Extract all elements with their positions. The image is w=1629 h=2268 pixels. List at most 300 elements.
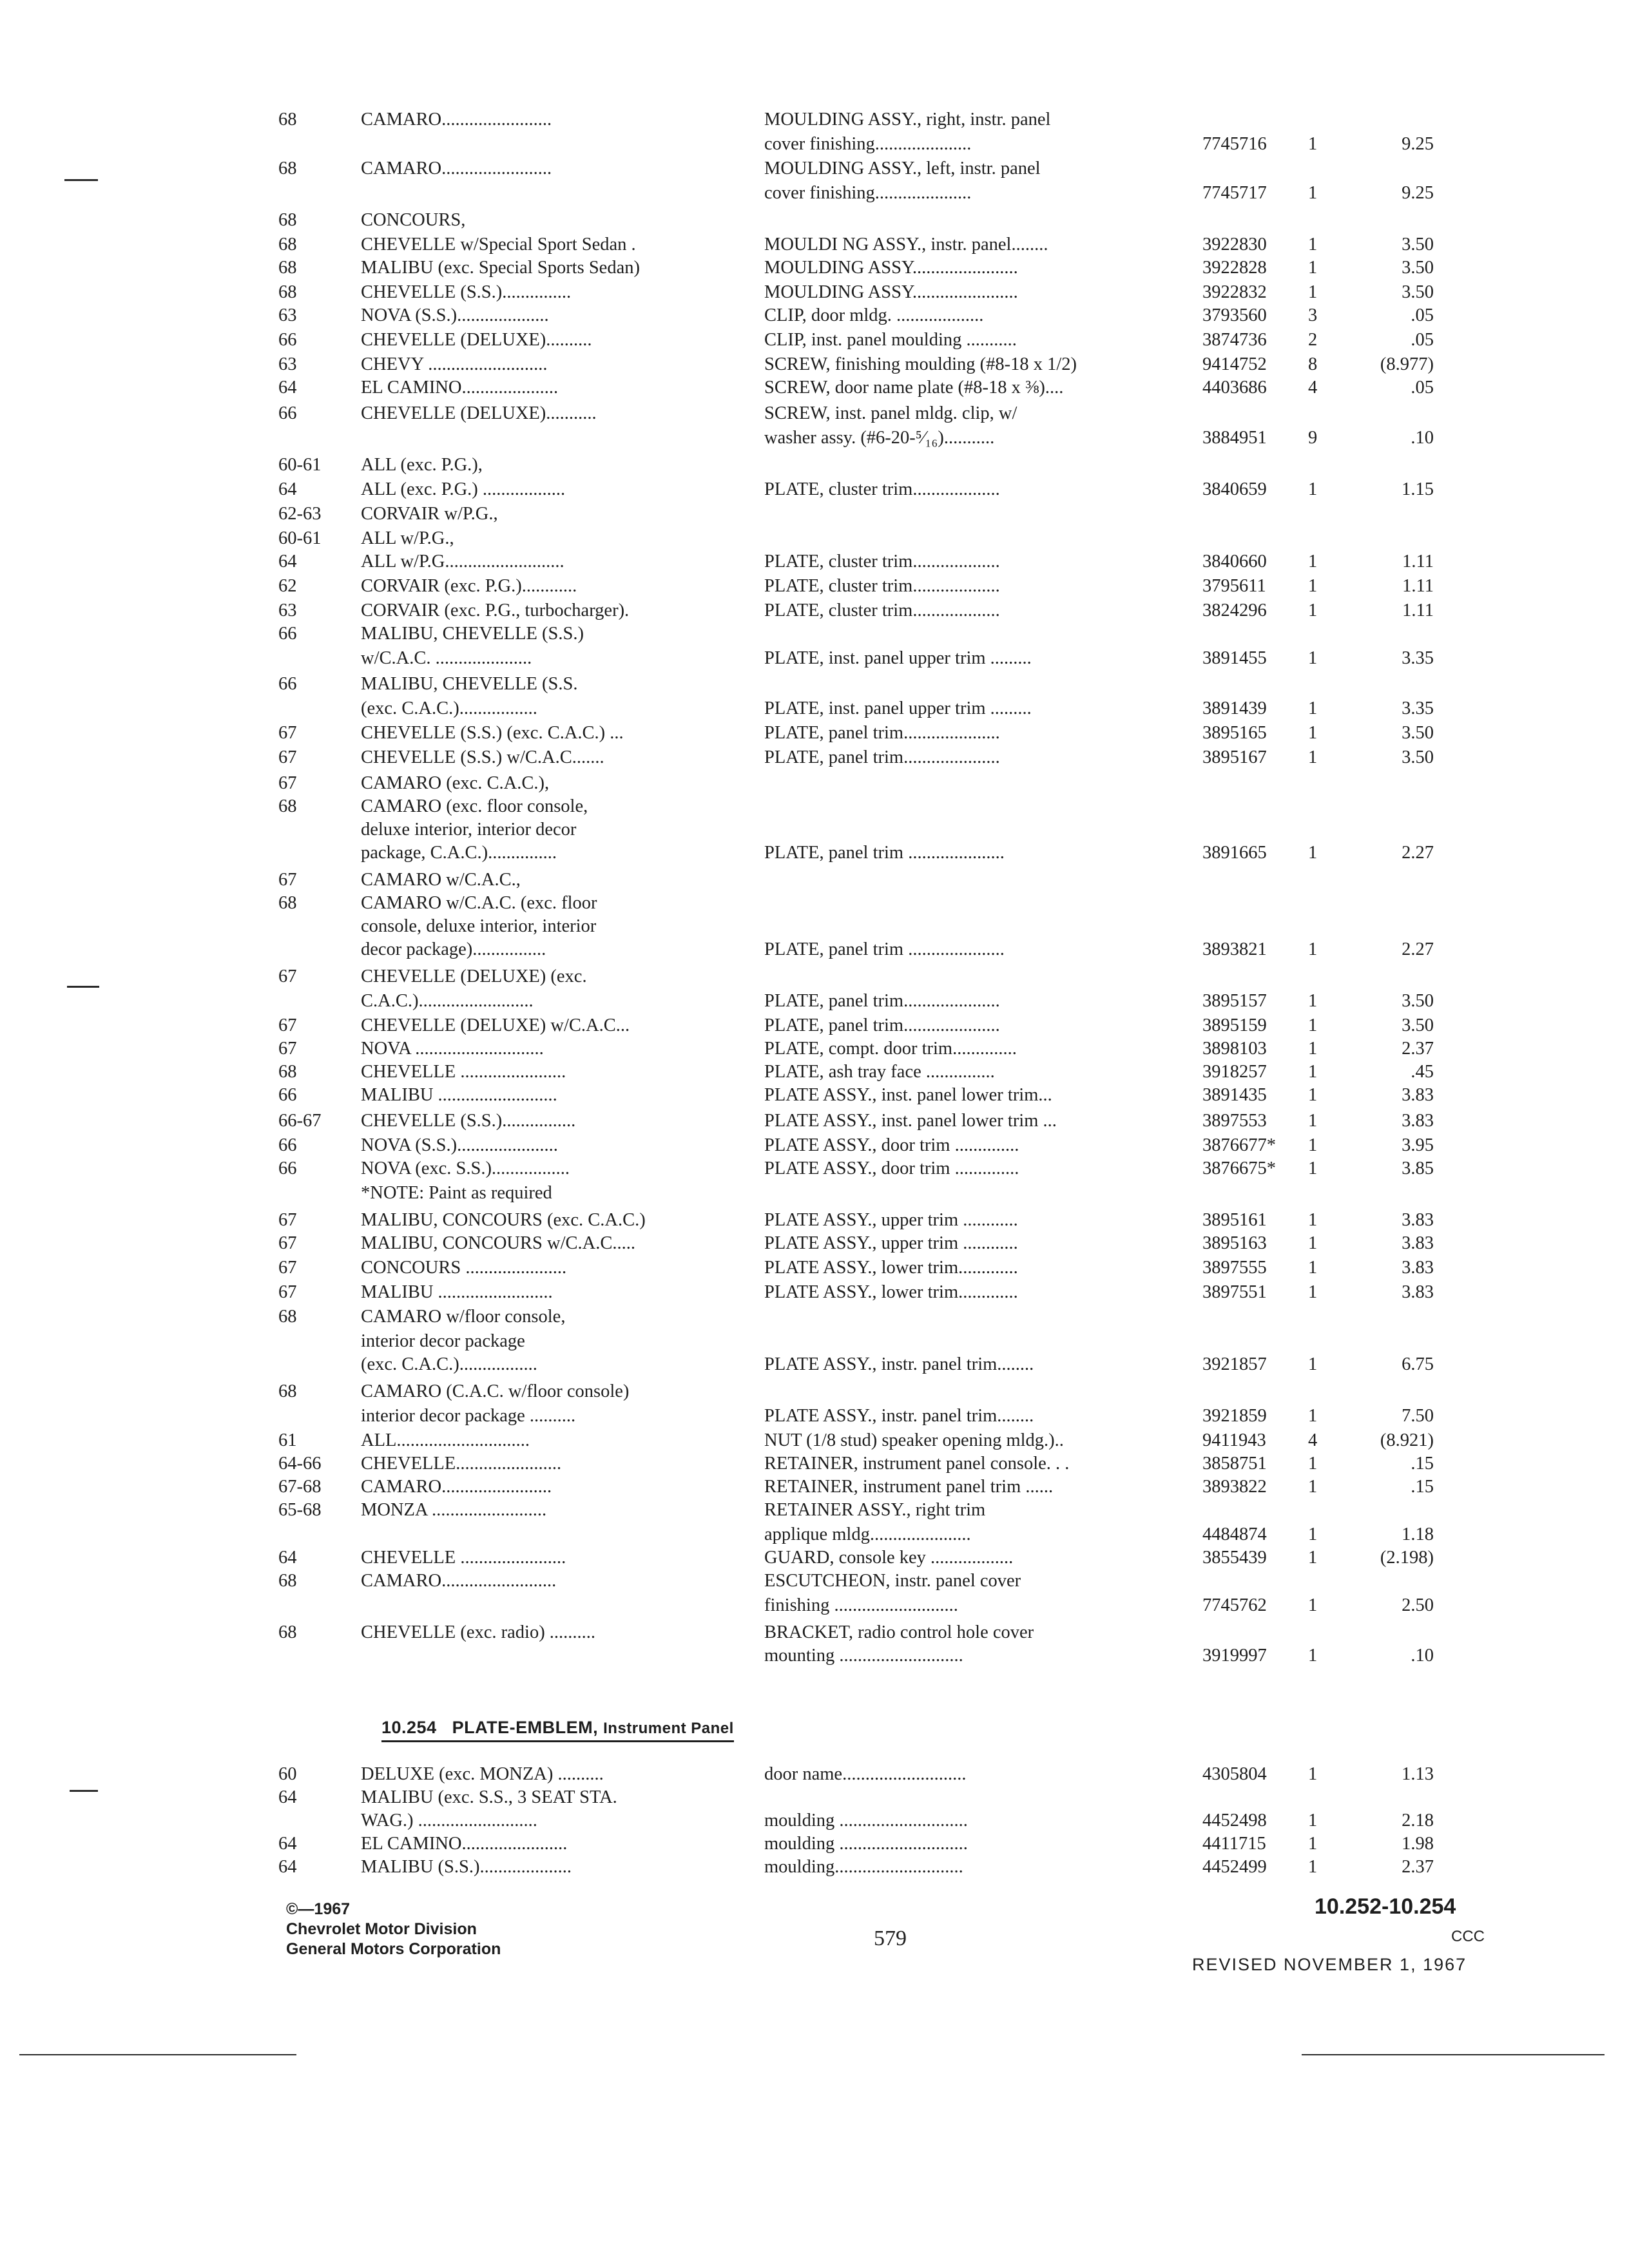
model-year-cell: 68: [278, 893, 297, 913]
model-cell: console, deluxe interior, interior: [361, 916, 597, 936]
quantity-cell: 1: [1308, 235, 1318, 255]
model-cell: ALL w/P.G..........................: [361, 552, 564, 572]
model-cell: CORVAIR w/P.G.,: [361, 504, 498, 524]
price-cell: 3.83: [1402, 1233, 1434, 1253]
description-cell: moulding ............................: [764, 1811, 968, 1831]
price-cell: 3.50: [1402, 723, 1434, 743]
quantity-cell: 1: [1308, 1524, 1318, 1544]
model-cell: MALIBU .........................: [361, 1282, 553, 1302]
description-cell: MOULDING ASSY., right, instr. panel: [764, 110, 1051, 130]
model-cell: MALIBU (S.S.)....................: [361, 1857, 572, 1877]
copyright-year: ©—1967: [286, 1900, 351, 1918]
model-cell: MALIBU, CHEVELLE (S.S.): [361, 624, 584, 644]
description-cell: BRACKET, radio control hole cover: [764, 1622, 1034, 1642]
model-cell: package, C.A.C.)...............: [361, 843, 557, 863]
quantity-cell: 1: [1308, 698, 1318, 718]
part-number-cell: 3876675*: [1202, 1158, 1276, 1178]
model-cell: NOVA (S.S.)......................: [361, 1135, 558, 1155]
quantity-cell: 1: [1308, 747, 1318, 767]
quantity-cell: 1: [1308, 1477, 1318, 1497]
model-year-cell: 68: [278, 796, 297, 816]
quantity-cell: 9: [1308, 428, 1318, 448]
model-cell: CHEVELLE (DELUXE)...........: [361, 403, 597, 423]
price-cell: 3.35: [1402, 698, 1434, 718]
quantity-cell: 1: [1308, 1834, 1318, 1854]
price-cell: .05: [1411, 378, 1434, 398]
quantity-cell: 1: [1308, 552, 1318, 572]
model-year-cell: 68: [278, 110, 297, 130]
part-number-cell: 3922830: [1202, 235, 1267, 255]
section-range: 10.252-10.254: [1315, 1894, 1456, 1919]
price-cell: 1.18: [1402, 1524, 1434, 1544]
model-cell: MALIBU, CHEVELLE (S.S.: [361, 674, 578, 694]
model-cell: CHEVELLE.......................: [361, 1454, 562, 1474]
model-year-cell: 67: [278, 1039, 297, 1059]
model-cell: CAMARO (exc. C.A.C.),: [361, 773, 550, 793]
model-cell: CAMARO........................: [361, 110, 552, 130]
model-cell: CORVAIR (exc. P.G., turbocharger).: [361, 601, 630, 620]
model-year-cell: 67: [278, 1282, 297, 1302]
quantity-cell: 1: [1308, 1857, 1318, 1877]
model-year-cell: 66: [278, 1158, 297, 1178]
description-cell: PLATE ASSY., lower trim.............: [764, 1282, 1018, 1302]
quantity-cell: 1: [1308, 1062, 1318, 1082]
model-cell: CHEVY ..........................: [361, 354, 548, 374]
model-year-cell: 60-61: [278, 455, 322, 475]
description-cell: PLATE, panel trim .....................: [764, 939, 1005, 959]
model-cell: MALIBU ..........................: [361, 1085, 557, 1105]
model-cell: CAMARO.........................: [361, 1571, 557, 1591]
description-cell: PLATE ASSY., inst. panel lower trim...: [764, 1085, 1052, 1105]
model-year-cell: 67-68: [278, 1477, 322, 1497]
model-cell: CAMARO w/floor console,: [361, 1307, 566, 1327]
quantity-cell: 1: [1308, 1233, 1318, 1253]
description-cell: finishing ...........................: [764, 1595, 958, 1615]
quantity-cell: 1: [1308, 1454, 1318, 1474]
model-cell: CHEVELLE (exc. radio) ..........: [361, 1622, 596, 1642]
model-cell: (exc. C.A.C.).................: [361, 698, 537, 718]
part-number-cell: 3895159: [1202, 1015, 1267, 1035]
part-number-cell: 3897551: [1202, 1282, 1267, 1302]
price-cell: (8.921): [1380, 1430, 1434, 1450]
model-year-cell: 68: [278, 282, 297, 302]
copyright-block: [286, 1899, 501, 1959]
model-cell: w/C.A.C. .....................: [361, 648, 532, 668]
quantity-cell: 1: [1308, 1282, 1318, 1302]
part-number-cell: 3874736: [1202, 330, 1267, 350]
model-year-cell: 68: [278, 1307, 297, 1327]
model-cell: interior decor package ..........: [361, 1406, 576, 1426]
price-cell: 3.83: [1402, 1085, 1434, 1105]
model-cell: NOVA (S.S.)....................: [361, 305, 549, 325]
part-number-cell: 3895163: [1202, 1233, 1267, 1253]
price-cell: 6.75: [1402, 1354, 1434, 1374]
model-cell: *NOTE: Paint as required: [361, 1183, 552, 1203]
quantity-cell: 1: [1308, 1354, 1318, 1374]
description-cell: NUT (1/8 stud) speaker opening mldg.)..: [764, 1430, 1064, 1450]
quantity-cell: 1: [1308, 648, 1318, 668]
quantity-cell: 1: [1308, 1039, 1318, 1059]
quantity-cell: 1: [1308, 1111, 1318, 1131]
price-cell: 2.27: [1402, 843, 1434, 863]
description-cell: PLATE, cluster trim...................: [764, 552, 1000, 572]
quantity-cell: 4: [1308, 378, 1318, 398]
description-cell: door name...........................: [764, 1764, 967, 1784]
price-cell: (8.977): [1380, 354, 1434, 374]
description-cell: MOULDING ASSY., left, instr. panel: [764, 159, 1041, 178]
quantity-cell: 1: [1308, 991, 1318, 1011]
model-year-cell: 62-63: [278, 504, 322, 524]
description-cell: CLIP, door mldg. ...................: [764, 305, 984, 325]
model-cell: MALIBU (exc. Special Sports Sedan): [361, 258, 640, 278]
part-number-cell: 3884951: [1202, 428, 1267, 448]
description-cell: moulding............................: [764, 1857, 963, 1877]
price-cell: 3.95: [1402, 1135, 1434, 1155]
price-cell: 3.50: [1402, 991, 1434, 1011]
model-year-cell: 64: [278, 1787, 297, 1807]
margin-mark: [64, 179, 98, 181]
description-cell: PLATE ASSY., upper trim ............: [764, 1233, 1018, 1253]
catalog-code: CCC: [1451, 1928, 1485, 1945]
model-cell: CHEVELLE w/Special Sport Sedan .: [361, 235, 636, 255]
description-cell: mounting ...........................: [764, 1646, 963, 1666]
part-number-cell: 4452498: [1202, 1811, 1267, 1831]
part-number-cell: 3895165: [1202, 723, 1267, 743]
description-cell: RETAINER ASSY., right trim: [764, 1500, 986, 1520]
model-cell: (exc. C.A.C.).................: [361, 1354, 537, 1374]
price-cell: 1.13: [1402, 1764, 1434, 1784]
quantity-cell: 1: [1308, 1158, 1318, 1178]
model-cell: MALIBU, CONCOURS w/C.A.C.....: [361, 1233, 635, 1253]
model-year-cell: 67: [278, 747, 297, 767]
part-number-cell: 3922832: [1202, 282, 1267, 302]
scan-edge-line: [19, 2054, 296, 2055]
model-cell: EL CAMINO.......................: [361, 1834, 568, 1854]
part-number-cell: 3922828: [1202, 258, 1267, 278]
description-cell: PLATE, panel trim .....................: [764, 843, 1005, 863]
model-year-cell: 67: [278, 1233, 297, 1253]
price-cell: 9.25: [1402, 134, 1434, 154]
price-cell: 3.83: [1402, 1210, 1434, 1230]
description-cell: PLATE ASSY., door trim ..............: [764, 1135, 1019, 1155]
description-cell: PLATE, panel trim.....................: [764, 991, 1000, 1011]
part-number-cell: 3793560: [1202, 305, 1267, 325]
model-cell: deluxe interior, interior decor: [361, 820, 577, 840]
description-cell: PLATE ASSY., instr. panel trim........: [764, 1406, 1034, 1426]
description-cell: GUARD, console key ..................: [764, 1548, 1014, 1568]
revision-date: REVISED NOVEMBER 1, 1967: [1192, 1955, 1467, 1974]
description-cell: cover finishing.....................: [764, 134, 972, 154]
corporation-name: General Motors Corporation: [286, 1940, 501, 1958]
description-cell: PLATE, compt. door trim..............: [764, 1039, 1017, 1059]
model-year-cell: 60: [278, 1764, 297, 1784]
model-year-cell: 68: [278, 235, 297, 255]
model-cell: EL CAMINO.....................: [361, 378, 559, 398]
model-year-cell: 64: [278, 1857, 297, 1877]
model-year-cell: 64-66: [278, 1454, 322, 1474]
part-number-cell: 3898103: [1202, 1039, 1267, 1059]
part-number-cell: 3840660: [1202, 552, 1267, 572]
description-cell: CLIP, inst. panel moulding ...........: [764, 330, 1017, 350]
model-year-cell: 68: [278, 159, 297, 178]
model-year-cell: 64: [278, 552, 297, 572]
model-cell: CONCOURS,: [361, 210, 466, 230]
model-year-cell: 68: [278, 1062, 297, 1082]
description-cell: SCREW, door name plate (#8-18 x ⅜)....: [764, 378, 1064, 398]
description-cell: PLATE, panel trim.....................: [764, 747, 1000, 767]
part-number-cell: 3895167: [1202, 747, 1267, 767]
price-cell: 1.98: [1402, 1834, 1434, 1854]
model-cell: CORVAIR (exc. P.G.)............: [361, 576, 577, 596]
model-year-cell: 63: [278, 601, 297, 620]
model-cell: ALL (exc. P.G.) ..................: [361, 479, 566, 499]
model-cell: CHEVELLE (S.S.)...............: [361, 282, 572, 302]
part-number-cell: 3893822: [1202, 1477, 1267, 1497]
margin-mark: [70, 1790, 98, 1792]
model-cell: CAMARO........................: [361, 159, 552, 178]
price-cell: 3.83: [1402, 1282, 1434, 1302]
part-number-cell: 3840659: [1202, 479, 1267, 499]
description-cell: SCREW, inst. panel mldg. clip, w/: [764, 403, 1017, 423]
quantity-cell: 1: [1308, 258, 1318, 278]
price-cell: 2.50: [1402, 1595, 1434, 1615]
quantity-cell: 1: [1308, 479, 1318, 499]
quantity-cell: 1: [1308, 1811, 1318, 1831]
part-number-cell: 3897555: [1202, 1258, 1267, 1278]
price-cell: 3.83: [1402, 1111, 1434, 1131]
price-cell: .45: [1411, 1062, 1434, 1082]
description-cell: PLATE, inst. panel upper trim .........: [764, 698, 1032, 718]
model-year-cell: 67: [278, 870, 297, 890]
model-year-cell: 61: [278, 1430, 297, 1450]
description-cell: moulding ............................: [764, 1834, 968, 1854]
part-number-cell: 3921857: [1202, 1354, 1267, 1374]
description-cell: PLATE, ash tray face ...............: [764, 1062, 995, 1082]
price-cell: 1.11: [1402, 576, 1434, 596]
model-cell: DELUXE (exc. MONZA) ..........: [361, 1764, 604, 1784]
quantity-cell: 2: [1308, 330, 1318, 350]
part-number-cell: 3893821: [1202, 939, 1267, 959]
part-number-cell: 3891435: [1202, 1085, 1267, 1105]
quantity-cell: 1: [1308, 1764, 1318, 1784]
model-year-cell: 66: [278, 674, 297, 694]
part-number-cell: 3895161: [1202, 1210, 1267, 1230]
model-cell: WAG.) ..........................: [361, 1811, 537, 1831]
model-cell: MALIBU, CONCOURS (exc. C.A.C.): [361, 1210, 646, 1230]
part-number-cell: 7745762: [1202, 1595, 1267, 1615]
model-cell: ALL (exc. P.G.),: [361, 455, 483, 475]
description-cell: MOULDI NG ASSY., instr. panel........: [764, 235, 1048, 255]
part-number-cell: 4305804: [1202, 1764, 1267, 1784]
model-cell: CAMARO (C.A.C. w/floor console): [361, 1381, 630, 1401]
price-cell: 2.37: [1402, 1857, 1434, 1877]
model-cell: MALIBU (exc. S.S., 3 SEAT STA.: [361, 1787, 617, 1807]
price-cell: .10: [1411, 428, 1434, 448]
quantity-cell: 1: [1308, 1548, 1318, 1568]
price-cell: 1.11: [1402, 601, 1434, 620]
part-number-cell: 3918257: [1202, 1062, 1267, 1082]
margin-mark: [67, 986, 99, 988]
part-number-cell: 3891665: [1202, 843, 1267, 863]
description-cell: PLATE ASSY., upper trim ............: [764, 1210, 1018, 1230]
description-cell: PLATE, cluster trim...................: [764, 479, 1000, 499]
section-heading: [381, 1718, 734, 1742]
quantity-cell: 1: [1308, 843, 1318, 863]
price-cell: 2.27: [1402, 939, 1434, 959]
part-number-cell: 4411715: [1202, 1834, 1266, 1854]
quantity-cell: 1: [1308, 939, 1318, 959]
description-cell: cover finishing.....................: [764, 183, 972, 203]
model-cell: decor package)................: [361, 939, 546, 959]
model-year-cell: 63: [278, 305, 297, 325]
quantity-cell: 1: [1308, 1406, 1318, 1426]
description-cell: PLATE, panel trim.....................: [764, 1015, 1000, 1035]
model-year-cell: 66: [278, 1085, 297, 1105]
price-cell: .05: [1411, 305, 1434, 325]
model-cell: CAMARO........................: [361, 1477, 552, 1497]
model-cell: CHEVELLE .......................: [361, 1548, 566, 1568]
price-cell: 1.11: [1402, 552, 1434, 572]
model-year-cell: 67: [278, 1258, 297, 1278]
model-year-cell: 67: [278, 723, 297, 743]
model-cell: CAMARO w/C.A.C. (exc. floor: [361, 893, 597, 913]
part-number-cell: 3824296: [1202, 601, 1267, 620]
description-cell: ESCUTCHEON, instr. panel cover: [764, 1571, 1021, 1591]
part-number-cell: 9414752: [1202, 354, 1267, 374]
page-number: 579: [874, 1927, 907, 1950]
description-cell: PLATE, cluster trim...................: [764, 576, 1000, 596]
description-cell: PLATE ASSY., instr. panel trim........: [764, 1354, 1034, 1374]
quantity-cell: 1: [1308, 1595, 1318, 1615]
part-number-cell: 3895157: [1202, 991, 1267, 1011]
model-cell: C.A.C.).........................: [361, 991, 534, 1011]
quantity-cell: 1: [1308, 282, 1318, 302]
quantity-cell: 1: [1308, 1646, 1318, 1666]
part-number-cell: 4484874: [1202, 1524, 1267, 1544]
model-year-cell: 64: [278, 378, 297, 398]
price-cell: 2.37: [1402, 1039, 1434, 1059]
model-year-cell: 66-67: [278, 1111, 322, 1131]
part-number-cell: 3891439: [1202, 698, 1267, 718]
model-year-cell: 62: [278, 576, 297, 596]
part-number-cell: 3795611: [1202, 576, 1266, 596]
model-cell: CAMARO w/C.A.C.,: [361, 870, 521, 890]
part-number-cell: 7745717: [1202, 183, 1267, 203]
model-year-cell: 60-61: [278, 528, 322, 548]
model-year-cell: 66: [278, 403, 297, 423]
part-number-cell: 3855439: [1202, 1548, 1267, 1568]
model-year-cell: 64: [278, 1834, 297, 1854]
description-cell: SCREW, finishing moulding (#8-18 x 1/2): [764, 354, 1077, 374]
description-cell: PLATE, inst. panel upper trim .........: [764, 648, 1032, 668]
model-year-cell: 66: [278, 1135, 297, 1155]
description-cell: washer assy. (#6-20-⁵⁄₁₆)...........: [764, 428, 995, 448]
model-year-cell: 68: [278, 1571, 297, 1591]
model-year-cell: 64: [278, 1548, 297, 1568]
part-number-cell: 3921859: [1202, 1406, 1267, 1426]
price-cell: 3.85: [1402, 1158, 1434, 1178]
model-cell: CAMARO (exc. floor console,: [361, 796, 588, 816]
model-cell: CHEVELLE (S.S.) (exc. C.A.C.) ...: [361, 723, 624, 743]
part-number-cell: 4452499: [1202, 1857, 1267, 1877]
description-cell: PLATE, cluster trim...................: [764, 601, 1000, 620]
quantity-cell: 1: [1308, 1015, 1318, 1035]
model-year-cell: 67: [278, 966, 297, 986]
quantity-cell: 1: [1308, 1135, 1318, 1155]
price-cell: 2.18: [1402, 1811, 1434, 1831]
description-cell: PLATE ASSY., door trim ..............: [764, 1158, 1019, 1178]
description-cell: RETAINER, instrument panel console. . .: [764, 1454, 1070, 1474]
quantity-cell: 1: [1308, 601, 1318, 620]
price-cell: .15: [1411, 1477, 1434, 1497]
model-year-cell: 65-68: [278, 1500, 322, 1520]
quantity-cell: 1: [1308, 1085, 1318, 1105]
price-cell: 9.25: [1402, 183, 1434, 203]
price-cell: 1.15: [1402, 479, 1434, 499]
scan-edge-line: [1302, 2054, 1605, 2055]
quantity-cell: 1: [1308, 183, 1318, 203]
model-year-cell: 66: [278, 624, 297, 644]
model-cell: ALL w/P.G.,: [361, 528, 454, 548]
part-number-cell: 3876677*: [1202, 1135, 1276, 1155]
model-year-cell: 63: [278, 354, 297, 374]
model-cell: NOVA (exc. S.S.).................: [361, 1158, 570, 1178]
model-year-cell: 68: [278, 1622, 297, 1642]
section-number: 10.254: [381, 1718, 437, 1737]
model-year-cell: 67: [278, 1210, 297, 1230]
part-number-cell: 3891455: [1202, 648, 1267, 668]
price-cell: (2.198): [1380, 1548, 1434, 1568]
quantity-cell: 1: [1308, 134, 1318, 154]
quantity-cell: 1: [1308, 1258, 1318, 1278]
price-cell: 3.35: [1402, 648, 1434, 668]
model-cell: CHEVELLE (DELUXE) w/C.A.C...: [361, 1015, 630, 1035]
quantity-cell: 3: [1308, 305, 1318, 325]
price-cell: .05: [1411, 330, 1434, 350]
quantity-cell: 4: [1308, 1430, 1318, 1450]
quantity-cell: 1: [1308, 576, 1318, 596]
model-year-cell: 64: [278, 479, 297, 499]
price-cell: 3.50: [1402, 282, 1434, 302]
part-number-cell: 9411943: [1202, 1430, 1266, 1450]
price-cell: .15: [1411, 1454, 1434, 1474]
model-cell: CHEVELLE (S.S.)................: [361, 1111, 576, 1131]
section-title: PLATE-EMBLEM,: [452, 1718, 599, 1737]
model-year-cell: 66: [278, 330, 297, 350]
quantity-cell: 1: [1308, 1210, 1318, 1230]
price-cell: .10: [1411, 1646, 1434, 1666]
description-cell: applique mldg......................: [764, 1524, 971, 1544]
model-cell: ALL.............................: [361, 1430, 530, 1450]
model-cell: CHEVELLE (DELUXE)..........: [361, 330, 592, 350]
model-cell: CHEVELLE (DELUXE) (exc.: [361, 966, 587, 986]
part-number-cell: 3919997: [1202, 1646, 1267, 1666]
model-year-cell: 68: [278, 1381, 297, 1401]
model-year-cell: 68: [278, 258, 297, 278]
part-number-cell: 7745716: [1202, 134, 1267, 154]
price-cell: 3.50: [1402, 747, 1434, 767]
quantity-cell: 8: [1308, 354, 1318, 374]
price-cell: 7.50: [1402, 1406, 1434, 1426]
part-number-cell: 3858751: [1202, 1454, 1267, 1474]
model-cell: CONCOURS ......................: [361, 1258, 567, 1278]
model-cell: MONZA .........................: [361, 1500, 547, 1520]
description-cell: PLATE ASSY., lower trim.............: [764, 1258, 1018, 1278]
model-cell: interior decor package: [361, 1331, 525, 1351]
part-number-cell: 4403686: [1202, 378, 1267, 398]
model-year-cell: 68: [278, 210, 297, 230]
price-cell: 3.50: [1402, 258, 1434, 278]
